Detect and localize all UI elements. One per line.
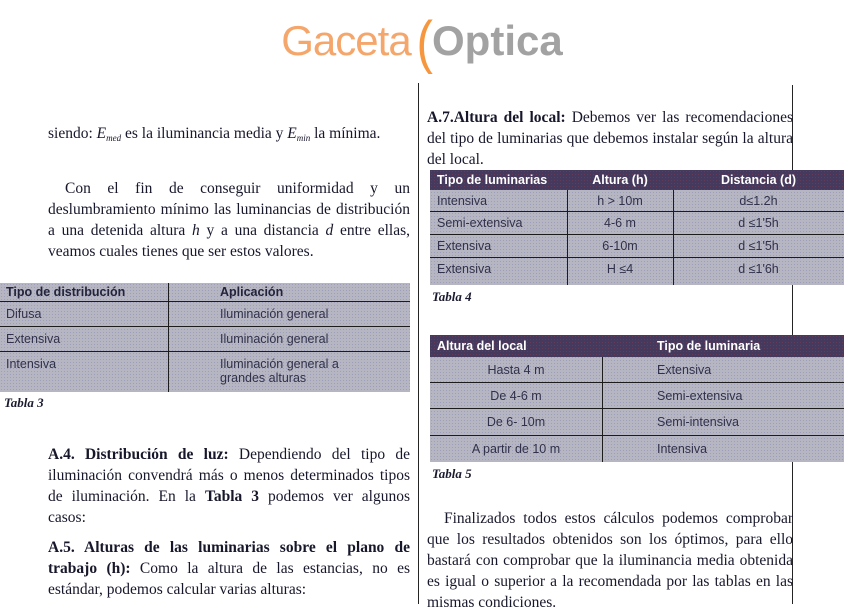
paragraph-a4 — [48, 444, 410, 528]
symbol-E-med: E — [96, 124, 107, 142]
tabla4-caption: Tabla 4 — [432, 289, 472, 304]
symbol-E-min: E — [287, 124, 297, 142]
table-cell: Iluminación general — [220, 332, 329, 346]
table-row — [0, 327, 410, 352]
table-row — [430, 212, 844, 235]
table-cell: Iluminación general a grandes alturas — [220, 357, 339, 385]
table-column-divider — [673, 190, 674, 285]
table-column-divider — [567, 190, 568, 285]
text-run: la mínima. — [310, 124, 381, 142]
table-cell: Semi-extensiva — [657, 389, 743, 403]
tabla3-distribucion — [0, 283, 410, 392]
heading-a4: A.4. Distribución de luz: — [48, 445, 229, 463]
subscript-min: min — [296, 132, 311, 143]
table-row — [430, 436, 844, 468]
text-run: siendo: — [48, 124, 97, 142]
table-cell: d ≤1'5h — [738, 216, 779, 230]
tabla3-reference: Tabla 3 — [204, 487, 260, 505]
table-row — [430, 409, 844, 436]
table-cell: Iluminación general — [220, 307, 329, 321]
tabla4-luminarias — [430, 170, 844, 285]
table-header-row — [0, 283, 410, 302]
text-run: es la iluminancia media y — [121, 124, 288, 142]
heading-a7: A.7.Altura del local: — [427, 108, 566, 126]
paragraph-siendo — [48, 123, 410, 149]
text-run: entre ellas, veamos cuales tienes que ser estos valores. — [48, 221, 410, 260]
logo-paren-icon: ( — [416, 10, 433, 75]
text-run: Debemos ver las recomendaciones del tipo de luminarias que debemos instalar según la altura del local. — [427, 108, 793, 168]
table-cell: Semi-extensiva — [437, 216, 523, 230]
column-header: Tipo de luminaria — [657, 339, 761, 353]
table-cell: d≤1.2h — [739, 194, 778, 208]
table-row — [430, 235, 844, 258]
table-cell: 6-10m — [602, 239, 638, 253]
tabla5-altura-local — [430, 335, 844, 462]
table-cell: Extensiva — [657, 363, 712, 377]
text-run: Como la altura de las estancias, no es estándar, podemos calcular varias alturas: — [48, 559, 410, 598]
logo-word-optica: Optica — [432, 17, 563, 64]
table-cell: Extensiva — [437, 239, 492, 253]
table-cell: Extensiva — [437, 262, 492, 276]
table-column-divider — [168, 283, 169, 392]
paragraph-finalizados: Finalizados todos estos cálculos podemos comprobar que los resultados obtenidos son los óptimos, para ello bastará con comprobar que la iluminancia media obtenida es igual o superior a la recomendada por las tablas en las mismas condiciones. — [427, 509, 793, 611]
heading-a5: A.5. Alturas de las luminarias sobre el plano de trabajo (h): — [48, 538, 410, 577]
table-row — [430, 357, 844, 383]
paragraph-uniformidad — [48, 178, 410, 262]
table-cell: A partir de 10 m — [471, 442, 561, 456]
text-run: podemos ver algunos casos: — [48, 487, 410, 526]
table-cell: h > 10m — [597, 194, 643, 208]
table-column-divider — [602, 357, 603, 462]
table-header-row — [430, 335, 844, 357]
tabla5-caption: Tabla 5 — [432, 466, 472, 481]
paragraph-a5 — [48, 537, 410, 600]
table-cell: Intensiva — [437, 194, 488, 208]
paragraph-a7 — [427, 107, 793, 170]
text-run: y a una distancia — [199, 221, 326, 239]
table-cell: 4-6 m — [604, 216, 636, 230]
logo-word-gaceta: Gaceta — [281, 17, 411, 64]
table-cell: Difusa — [6, 307, 42, 321]
table-cell: De 4-6 m — [490, 389, 542, 403]
table-row — [430, 258, 844, 289]
column-header: Tipo de luminarias — [437, 173, 548, 187]
table-cell: Intensiva — [657, 442, 708, 456]
table-cell: H ≤4 — [606, 262, 634, 276]
column-header: Altura del local — [437, 339, 527, 353]
table-cell: Intensiva — [6, 357, 57, 371]
table-cell: Extensiva — [6, 332, 61, 346]
column-header: Aplicación — [220, 285, 284, 299]
table-row — [0, 302, 410, 327]
table-cell: Hasta 4 m — [487, 363, 545, 377]
table-cell: Semi-intensiva — [657, 415, 739, 429]
table-row — [430, 383, 844, 409]
tabla3-caption: Tabla 3 — [4, 395, 44, 410]
table-row — [0, 352, 410, 397]
subscript-med: med — [106, 132, 122, 143]
column-divider-line — [418, 83, 419, 604]
gaceta-optica-logo — [0, 2, 844, 75]
table-cell: d ≤1'5h — [738, 239, 779, 253]
column-header: Altura (h) — [592, 173, 648, 187]
column-header: Distancia (d) — [720, 173, 796, 187]
symbol-d: d — [325, 221, 334, 239]
table-header-row — [430, 170, 844, 190]
table-cell: De 6- 10m — [486, 415, 546, 429]
table-row — [430, 190, 844, 212]
text-run: Dependiendo del tipo de iluminación convendrá más o menos determinados tipos de iluminación. En la — [48, 445, 410, 505]
text-run: Con el fin de conseguir uniformidad y un deslumbramiento mínimo las luminancias de distribución a una detenida altura — [48, 179, 410, 239]
column-header: Tipo de distribución — [6, 285, 126, 299]
table-cell: d ≤1'6h — [738, 262, 779, 276]
symbol-h: h — [191, 221, 200, 239]
